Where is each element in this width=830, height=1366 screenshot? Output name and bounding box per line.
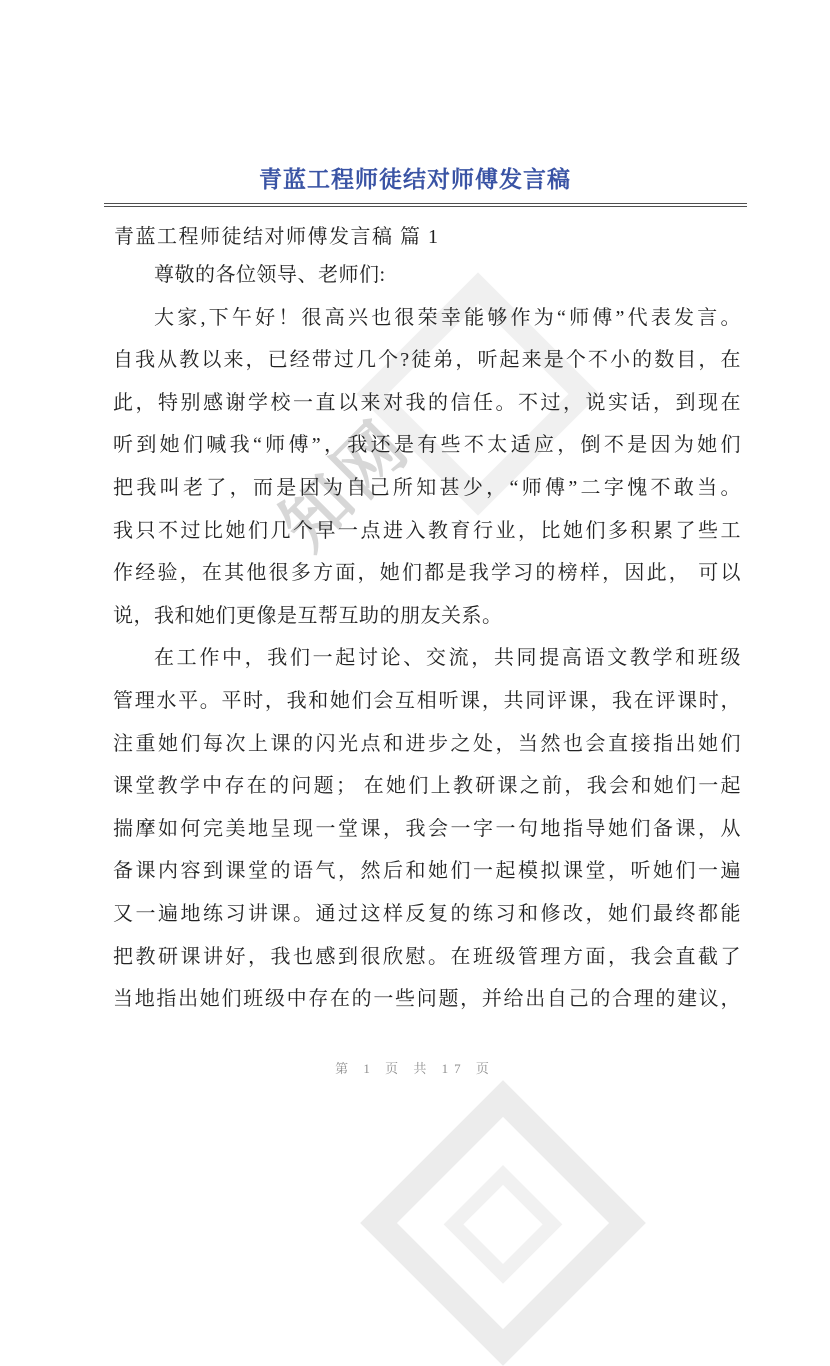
section-heading: 青蓝工程师徒结对师傅发言稿 篇 1 — [114, 226, 440, 248]
body-line: 把我叫老了，而是因为自己所知甚少，“师傅”二字愧不敢当。 — [113, 476, 741, 499]
body-paragraph — [113, 254, 741, 297]
body-line: 我只不过比她们几个早一点进入教育行业，比她们多积累了些工 — [113, 519, 741, 542]
body-paragraph — [113, 637, 741, 1020]
body-line: 把教研课讲好，我也感到很欣慰。在班级管理方面，我会直截了 — [113, 945, 741, 968]
body-line: 在工作中，我们一起讨论、交流，共同提高语文教学和班级 — [154, 647, 741, 670]
watermark-diamond-logo-icon — [360, 1080, 646, 1366]
body-line: 注重她们每次上课的闪光点和进步之处，当然也会直接指出她们 — [113, 732, 741, 755]
watermark-diamond-inner-icon — [444, 1165, 563, 1284]
body-line: 说，我和她们更像是互帮互助的朋友关系。 — [113, 604, 503, 627]
body-line: 尊敬的各位领导、老师们: — [154, 264, 386, 286]
body-line: 管理水平。平时，我和她们会互相听课，共同评课，我在评课时， — [113, 689, 741, 712]
body-line: 课堂教学中存在的问题； 在她们上教研课之前，我会和她们一起 — [113, 775, 741, 798]
body-paragraph — [113, 297, 741, 638]
page-title: 青蓝工程师徒结对师傅发言稿 — [259, 167, 571, 192]
body-line: 听到她们喊我“师傅”，我还是有些不太适应，倒不是因为她们 — [113, 434, 741, 457]
body-line: 备课内容到课堂的语气，然后和她们一起模拟课堂，听她们一遍 — [113, 860, 741, 883]
body-line: 当地指出她们班级中存在的一些问题，并给出自己的合理的建议， — [113, 988, 741, 1011]
watermark-text: 知网 — [266, 405, 426, 564]
page-number: 第 1 页 共 17 页 — [335, 1061, 495, 1076]
body-line: 大家,下午好！很高兴也很荣幸能够作为“师傅”代表发言。 — [154, 306, 741, 329]
body-line: 此，特别感谢学校一直以来对我的信任。不过，说实话，到现在 — [113, 391, 741, 414]
body-line: 揣摩如何完美地呈现一堂课，我会一字一句地指导她们备课，从 — [113, 817, 741, 840]
body-line: 作经验，在其他很多方面，她们都是我学习的榜样，因此， 可以 — [113, 562, 741, 585]
title-divider — [104, 203, 747, 207]
body-line: 自我从教以来，已经带过几个?徒弟，听起来是个不小的数目，在 — [113, 349, 741, 372]
document-body — [113, 254, 741, 1021]
body-line: 又一遍地练习讲课。通过这样反复的练习和修改，她们最终都能 — [113, 902, 741, 925]
